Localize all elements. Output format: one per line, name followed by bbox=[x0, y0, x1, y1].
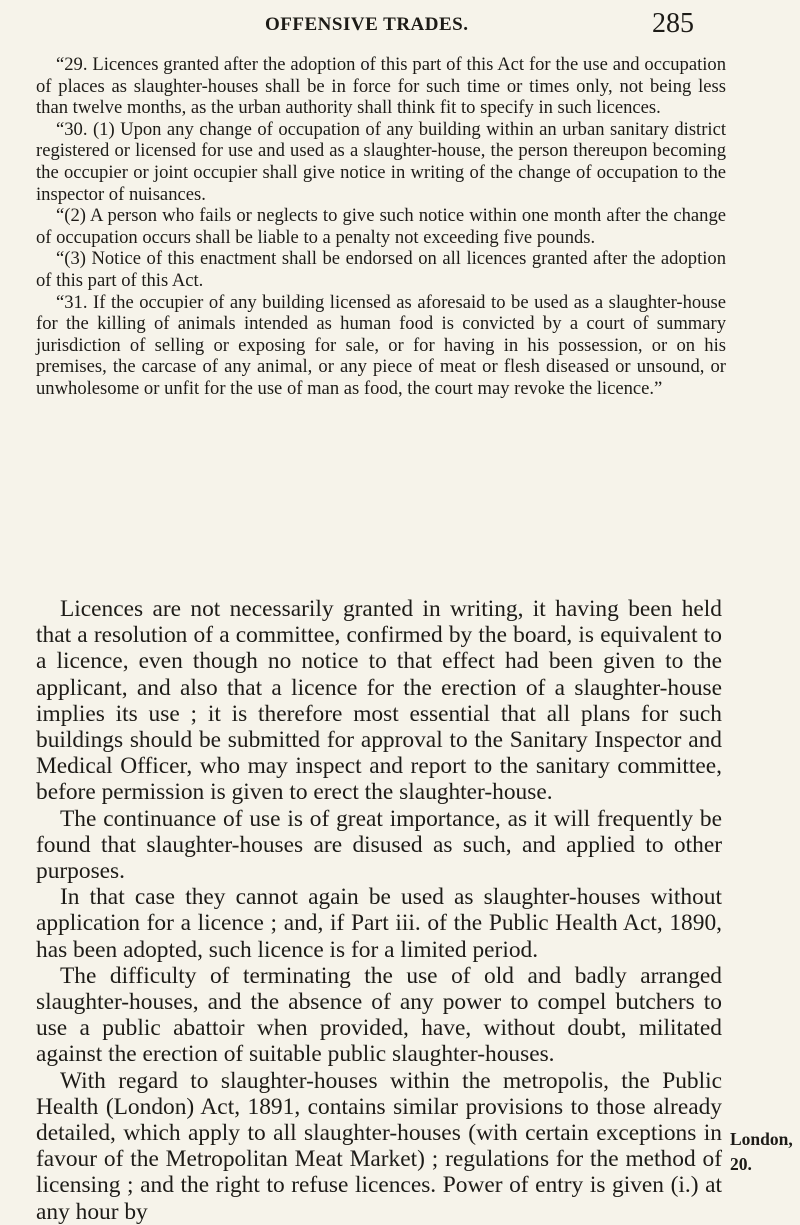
quoted-section-31: “31. If the occupier of any building licensed as aforesaid to be used as a slaughter-house for the killing of animals intended as human food is convicted by a court of summary jurisdiction of selling or exposing for sale, or for having in his possession, or on his premises, the carcase of any animal, or any piece of meat or flesh diseased or unsound, or unwholesome or unfit for the use of man as food, the court may revoke the licence.” bbox=[36, 291, 726, 399]
body-text bbox=[36, 596, 722, 1225]
quoted-section-29: “29. Licences granted after the adoption of this part of this Act for the use and occupation of places as slaughter-houses shall be in force for such time or times only, not being less than twelve months, as the urban authority shall think fit to specify in such licences. bbox=[36, 54, 726, 119]
quoted-section-30-1: “30. (1) Upon any change of occupation of any building within an urban sanitary district registered or licensed for use and used as a slaughter-house, the person thereupon becoming the occupier or joint occupier shall give notice in writing of the change of occupation to the inspector of nuisances. bbox=[36, 118, 726, 205]
margin-note-line-1: London, bbox=[730, 1129, 793, 1149]
paragraph-continuance: The continuance of use is of great importance, as it will frequently be found that slaughter-houses are disused as such, and applied to other purposes. bbox=[36, 805, 722, 885]
running-title: OFFENSIVE TRADES. bbox=[265, 14, 469, 35]
paragraph-licences-writing: Licences are not necessarily granted in writing, it having been held that a resolution of a committee, confirmed by the board, is equivalent to a licence, even though no notice to that effect had been given to the applicant, and also that a licence for the erection of a slaughter-house implies its use ; it is therefore most essential that all plans for such buildings should be submitted for approval to the Sanitary Inspector and Medical Officer, who may inspect and report to the sanitary committee, before permission is given to erect the slaughter-house. bbox=[36, 596, 722, 806]
paragraph-metropolis: With regard to slaughter-houses within the metropolis, the Public Health (London) Act, 1891, contains similar provisions to those already detailed, which apply to all slaughter-houses (with certain exceptions in favour of the Metropolitan Meat Market) ; regulations for the method of licensing ; and the right to refuse licences. Power of entry is given (i.) at any hour by bbox=[36, 1067, 722, 1225]
margin-note-line-2: 20. bbox=[730, 1154, 752, 1174]
paragraph-difficulty: The difficulty of terminating the use of old and badly arranged slaughter-houses, and the absence of any power to compel butchers to use a public abattoir when provided, have, without doubt, militated against the erection of suitable public slaughter-houses. bbox=[36, 962, 722, 1068]
quoted-section-30-3: “(3) Notice of this enactment shall be endorsed on all licences granted after the adoption of this part of this Act. bbox=[36, 248, 726, 291]
paragraph-that-case: In that case they cannot again be used as slaughter-houses without application for a licence ; and, if Part iii. of the Public Health Act, 1890, has been adopted, such licence is for a limited period. bbox=[36, 884, 722, 963]
quoted-section-30-2: “(2) A person who fails or neglects to give such notice within one month after the change of occupation occurs shall be liable to a penalty not exceeding five pounds. bbox=[36, 205, 726, 248]
quoted-statute-block bbox=[36, 54, 726, 400]
running-head bbox=[0, 8, 800, 42]
page-number: 285 bbox=[652, 8, 694, 39]
margin-note bbox=[730, 1127, 796, 1177]
